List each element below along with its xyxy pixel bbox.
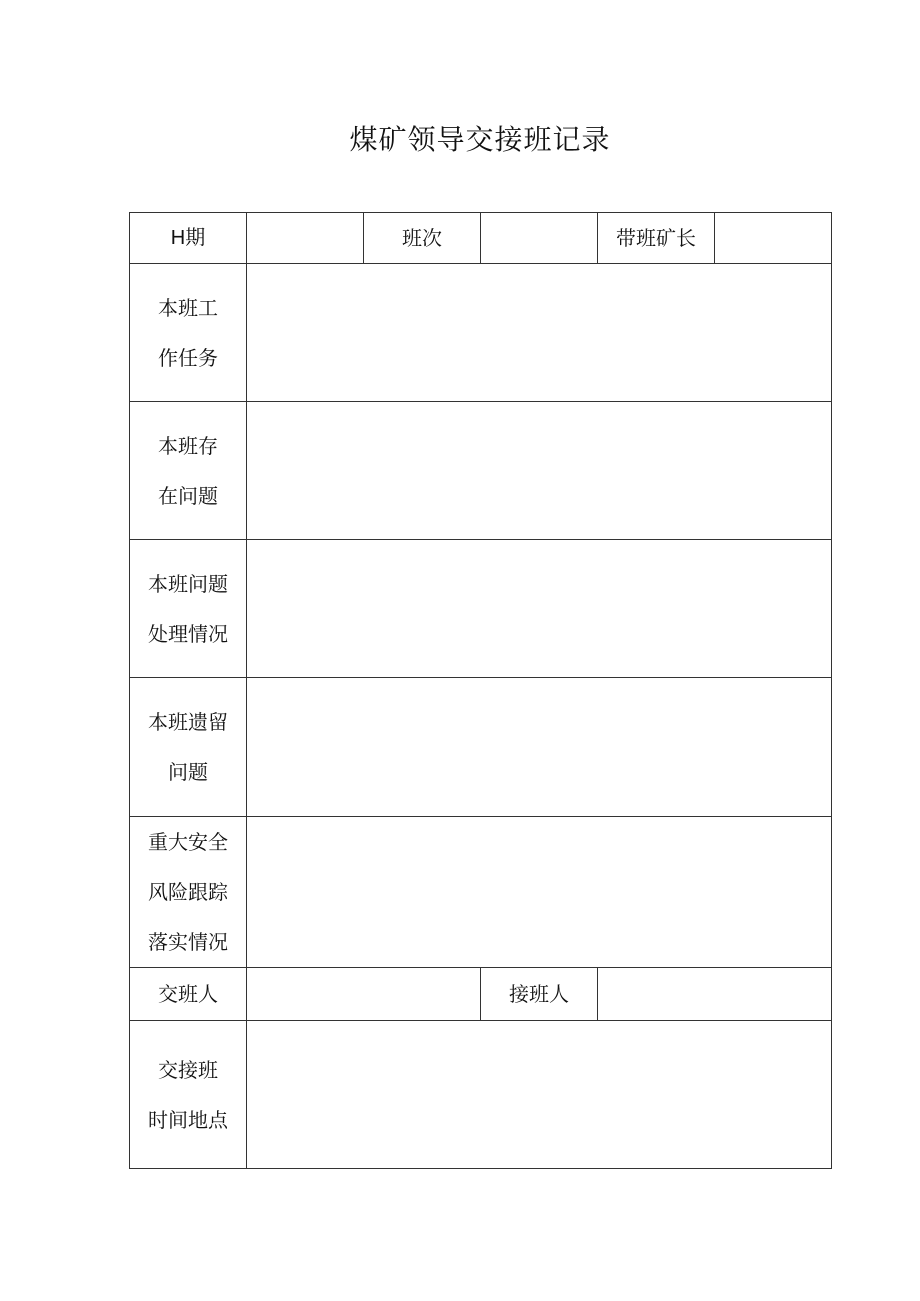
- date-field[interactable]: [247, 213, 364, 264]
- date-label: H期: [130, 213, 247, 264]
- handover-record-table: [129, 212, 832, 1169]
- leader-label: 带班矿长: [598, 213, 715, 264]
- receiver-person-field[interactable]: [598, 968, 832, 1021]
- remaining-problems-row: [130, 678, 832, 817]
- existing-problems-field[interactable]: [247, 402, 832, 540]
- header-row: [130, 213, 832, 264]
- problem-handling-row: [130, 540, 832, 678]
- time-place-row: [130, 1021, 832, 1169]
- handover-row: [130, 968, 832, 1021]
- problem-handling-label: 本班问题 处理情况: [130, 540, 247, 678]
- existing-problems-row: [130, 402, 832, 540]
- time-place-label: 交接班 时间地点: [130, 1021, 247, 1169]
- time-place-field[interactable]: [247, 1021, 832, 1169]
- work-task-row: [130, 264, 832, 402]
- remaining-problems-field[interactable]: [247, 678, 832, 817]
- handover-person-field[interactable]: [247, 968, 481, 1021]
- work-task-label: 本班工 作任务: [130, 264, 247, 402]
- work-task-field[interactable]: [247, 264, 832, 402]
- remaining-problems-label: 本班遗留 问题: [130, 678, 247, 817]
- handover-person-label: 交班人: [130, 968, 247, 1021]
- major-risk-label: 重大安全 风险跟踪 落实情况: [130, 817, 247, 968]
- document-title: 煤矿领导交接班记录: [349, 123, 611, 156]
- major-risk-row: [130, 817, 832, 968]
- problem-handling-field[interactable]: [247, 540, 832, 678]
- leader-field[interactable]: [715, 213, 832, 264]
- existing-problems-label: 本班存 在问题: [130, 402, 247, 540]
- shift-field[interactable]: [481, 213, 598, 264]
- major-risk-field[interactable]: [247, 817, 832, 968]
- shift-label: 班次: [364, 213, 481, 264]
- receiver-person-label: 接班人: [481, 968, 598, 1021]
